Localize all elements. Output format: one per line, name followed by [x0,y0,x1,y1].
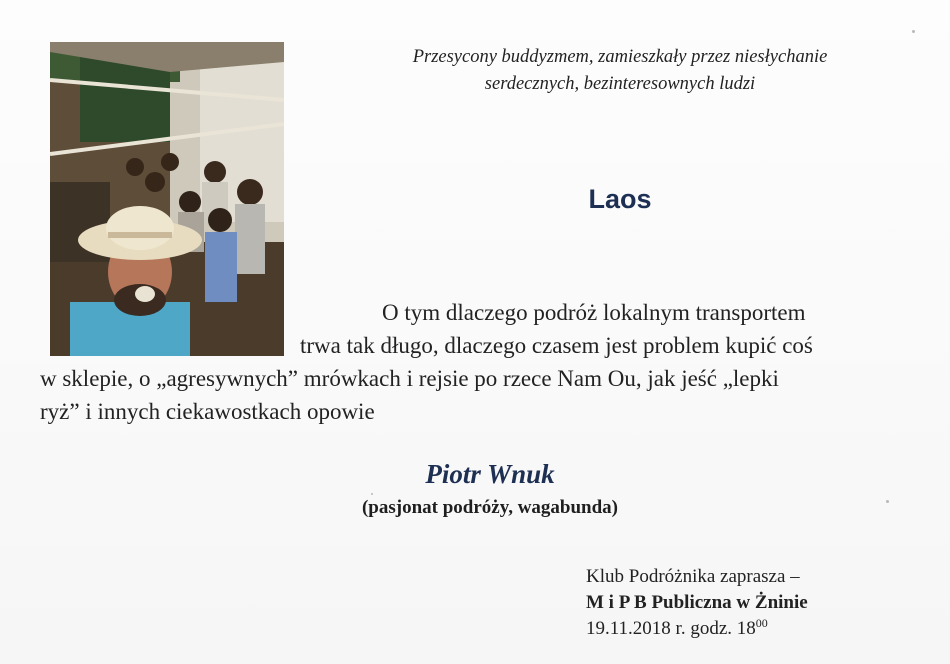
venue-line: M i P B Publiczna w Żninie [586,592,808,613]
date-text: 19.11.2018 r. godz. 18 [586,618,756,639]
description-line-1: O tym dlaczego podróż lokalnym transportem [382,300,806,325]
author-name: Piotr Wnuk [425,459,555,489]
tagline [330,44,910,98]
event-info [586,564,886,642]
paper-speck [886,500,889,503]
description-line-4: ryż” i innych ciekawostkach opowie [40,399,375,424]
description-line-3: w sklepie, o „agresywnych” mrówkach i rejsie po rzece Nam Ou, jak jeść „lepki [40,366,779,391]
traveler-selfie-photo [50,42,284,356]
paper-speck [371,493,373,495]
date-line [586,616,886,642]
photo-illustration [50,42,284,356]
paper-speck [912,30,915,33]
tagline-line-1: Przesycony buddyzmem, zamieszkały przez niesłychanie [412,47,828,67]
description-line-2: trwa tak długo, dlaczego czasem jest problem kupić coś [300,333,813,358]
time-minutes: 00 [755,616,768,630]
organizer-line: Klub Podróżnika zaprasza – [586,566,800,587]
author-description: (pasjonat podróży, wagabunda) [361,497,619,518]
tagline-line-2: serdecznych, bezinteresownych ludzi [484,74,756,94]
page-title: Laos [588,184,652,214]
